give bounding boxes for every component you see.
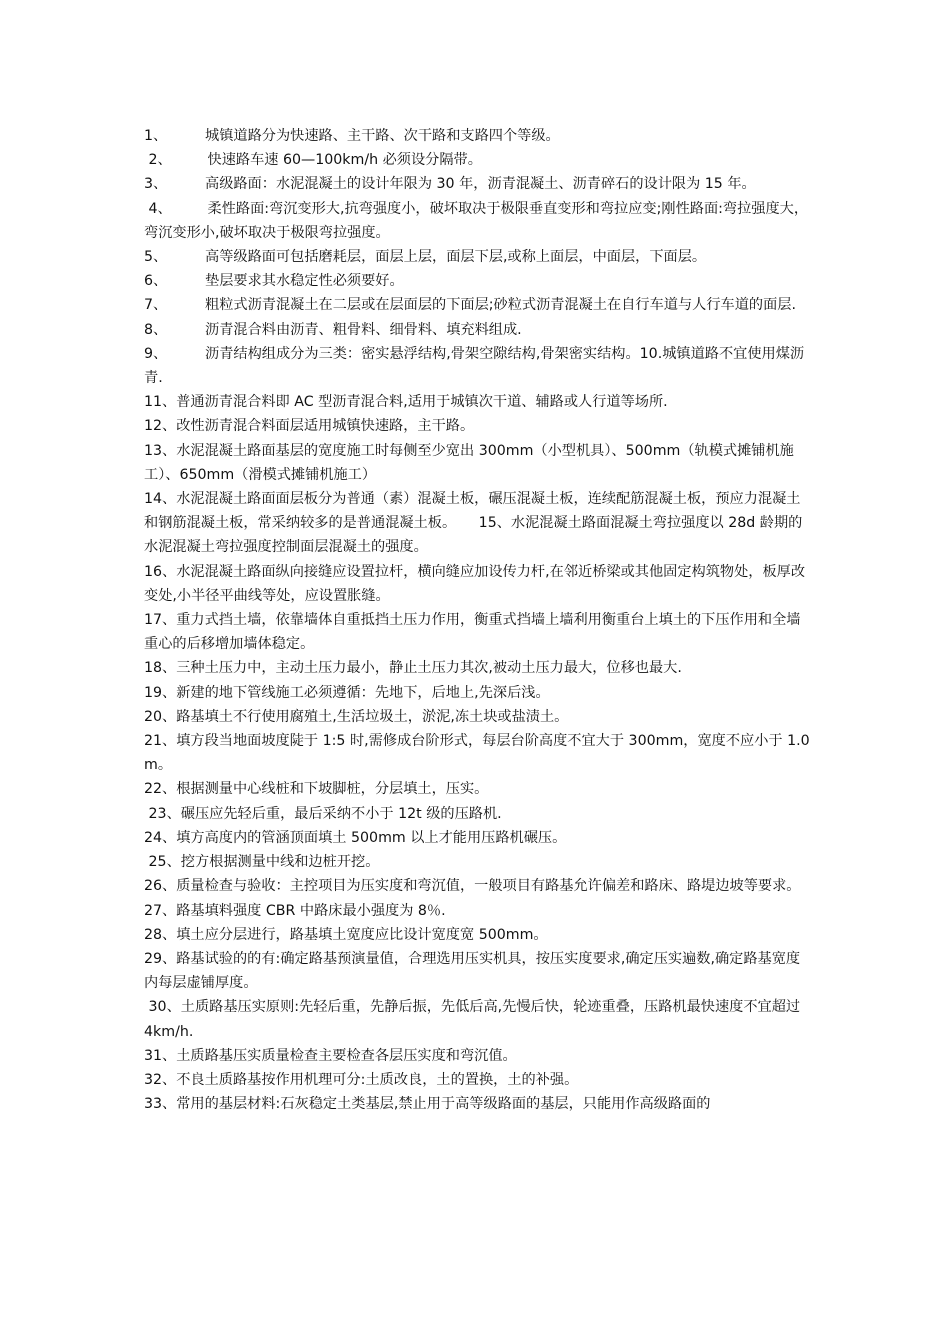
- document-paragraph: [144, 608, 810, 656]
- paragraph-text: 高级路面：水泥混凝土的设计年限为 30 年，沥青混凝土、沥青碎石的设计限为 15 年。: [205, 176, 756, 193]
- paragraph-number: 3、: [144, 176, 168, 193]
- paragraph-text: 高等级路面可包括磨耗层，面层上层，面层下层,或称上面层，中面层，下面层。: [205, 249, 707, 266]
- document-paragraph: [144, 245, 810, 269]
- paragraph-number: 7、: [144, 297, 168, 314]
- paragraph-text: 16、水泥混凝土路面纵向接缝应设置拉杆，横向缝应加设传力杆,在邻近桥梁或其他固定构筑物处，板厚改变处,小半径平曲线等处，应设置胀缝。: [144, 563, 806, 604]
- paragraph-text: 33、常用的基层材料:石灰稳定土类基层,禁止用于高等级路面的基层，只能用作高级路面的: [144, 1096, 711, 1113]
- paragraph-text: 31、土质路基压实质量检查主要检查各层压实度和弯沉值。: [144, 1047, 517, 1064]
- paragraph-text: 21、填方段当地面坡度陡于 1:5 时,需修成台阶形式，每层台阶高度不宜大于 300mm，宽度不应小于 1.0m。: [144, 733, 810, 774]
- document-paragraph: [144, 124, 810, 148]
- paragraph-text: 11、普通沥青混合料即 AC 型沥青混合料,适用于城镇次干道、辅路或人行道等场所.: [144, 394, 668, 411]
- document-paragraph: [144, 293, 810, 317]
- paragraph-text: 城镇道路分为快速路、主干路、次干路和支路四个等级。: [205, 128, 560, 144]
- document-paragraph: [144, 995, 810, 1043]
- document-paragraph: [144, 802, 810, 826]
- paragraph-text: 快速路车速 60—100km/h 必须设分隔带。: [207, 152, 482, 169]
- document-paragraph: [144, 681, 810, 705]
- document-paragraph: [144, 197, 810, 245]
- document-paragraph: [144, 269, 810, 293]
- document-paragraph: [144, 1092, 810, 1116]
- document-paragraph: [144, 560, 810, 608]
- document-paragraph: [144, 414, 810, 438]
- document-page: [144, 124, 810, 1116]
- paragraph-text: 17、重力式挡土墙，依靠墙体自重抵挡土压力作用，衡重式挡墙上墙利用衡重台上填土的下压作用和全墙重心的后移增加墙体稳定。: [144, 612, 801, 653]
- paragraph-text: 19、新建的地下管线施工必须遵循：先地下，后地上,先深后浅。: [144, 684, 550, 701]
- paragraph-text: 垫层要求其水稳定性必须要好。: [205, 273, 404, 290]
- document-paragraph: [144, 318, 810, 342]
- paragraph-number: 8、: [144, 321, 168, 338]
- paragraph-number: 2、: [148, 152, 172, 169]
- document-paragraph: [144, 874, 810, 898]
- paragraph-text: 23、碾压应先轻后重，最后采纳不小于 12t 级的压路机.: [148, 805, 502, 822]
- document-paragraph: [144, 342, 810, 390]
- paragraph-text: 22、根据测量中心线桩和下坡脚桩，分层填土，压实。: [144, 781, 489, 798]
- paragraph-text: 20、路基填土不行使用腐殖土,生活垃圾土，淤泥,冻土块或盐渍土。: [144, 708, 569, 725]
- document-paragraph: [144, 729, 810, 777]
- paragraph-number: 5、: [144, 249, 168, 266]
- document-paragraph: [144, 826, 810, 850]
- document-paragraph: [144, 656, 810, 680]
- paragraph-number: 1、: [144, 128, 168, 144]
- document-paragraph: [144, 899, 810, 923]
- paragraph-number: 9、: [144, 345, 168, 362]
- paragraph-number: 6、: [144, 273, 168, 290]
- paragraph-text: 沥青混合料由沥青、粗骨料、细骨料、填充料组成.: [205, 321, 522, 338]
- document-paragraph: [144, 777, 810, 801]
- paragraph-text: 12、改性沥青混合料面层适用城镇快速路，主干路。: [144, 418, 475, 435]
- paragraph-text: 18、三种土压力中，主动土压力最小，静止土压力其次,被动土压力最大，位移也最大.: [144, 660, 682, 677]
- document-paragraph: [144, 947, 810, 995]
- paragraph-text: 26、质量检查与验收：主控项目为压实度和弯沉值，一般项目有路基允许偏差和路床、路堤边坡等要求。: [144, 878, 801, 895]
- paragraph-text: 14、水泥混凝土路面面层板分为普通（素）混凝土板，碾压混凝土板，连续配筋混凝土板，预应力混凝土和钢筋混凝土板，常采纳较多的是普通混凝土板。 15、水泥混凝土路面混凝土弯拉强度以 28d 龄期的水泥混凝土弯拉强度控制面层混凝土的强度。: [144, 491, 803, 556]
- paragraph-text: 27、路基填料强度 CBR 中路床最小强度为 8％.: [144, 902, 446, 919]
- document-paragraph: [144, 439, 810, 487]
- paragraph-text: 24、填方高度内的管涵顶面填土 500mm 以上才能用压路机碾压。: [144, 829, 567, 846]
- document-paragraph: [144, 923, 810, 947]
- document-paragraph: [144, 487, 810, 560]
- paragraph-text: 29、路基试验的的有:确定路基预演量值，合理选用压实机具，按压实度要求,确定压实遍数,确定路基宽度内每层虚铺厚度。: [144, 950, 801, 992]
- document-paragraph: [144, 850, 810, 874]
- paragraph-number: 4、: [148, 200, 172, 217]
- paragraph-text: 13、水泥混凝土路面基层的宽度施工时每侧至少宽出 300mm（小型机具）、500mm（轨模式摊铺机施工）、650mm（滑模式摊铺机施工）: [144, 442, 794, 483]
- document-paragraph: [144, 705, 810, 729]
- paragraph-text: 30、土质路基压实原则:先轻后重，先静后振，先低后高,先慢后快，轮迹重叠，压路机最快速度不宜超过 4km/h.: [144, 999, 805, 1040]
- document-paragraph: [144, 390, 810, 414]
- document-paragraph: [144, 1044, 810, 1068]
- document-paragraph: [144, 1068, 810, 1092]
- document-paragraph: [144, 172, 810, 196]
- paragraph-text: 柔性路面:弯沉变形大,抗弯强度小，破坏取决于极限垂直变形和弯拉应变;刚性路面:弯拉强度大，弯沉变形小,破坏取决于极限弯拉强度。: [144, 200, 809, 241]
- paragraph-text: 32、不良土质路基按作用机理可分:土质改良，土的置换，土的补强。: [144, 1071, 579, 1088]
- paragraph-text: 粗粒式沥青混凝土在二层或在层面层的下面层;砂粒式沥青混凝土在自行车道与人行车道的面层.: [205, 297, 796, 314]
- document-paragraph: [144, 148, 810, 172]
- paragraph-text: 28、填土应分层进行，路基填土宽度应比设计宽度宽 500mm。: [144, 926, 548, 943]
- paragraph-text: 25、挖方根据测量中线和边桩开挖。: [148, 854, 380, 871]
- paragraph-text: 沥青结构组成分为三类：密实悬浮结构,骨架空隙结构,骨架密实结构。10.城镇道路不宜使用煤沥青.: [144, 345, 805, 387]
